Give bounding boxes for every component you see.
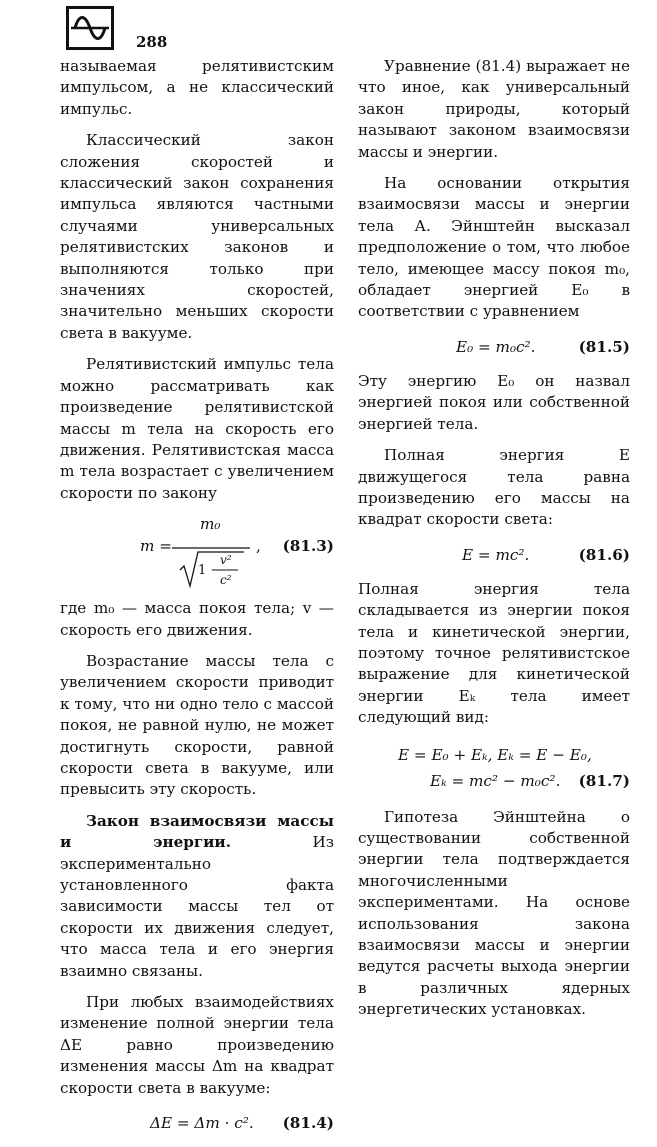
equation-number: (81.7)	[578, 771, 630, 790]
radical-denominator: c²	[220, 573, 232, 588]
eq-formula: ΔE = Δm · c².	[150, 1114, 254, 1133]
sine-wave-icon	[66, 6, 114, 50]
paragraph: Классический закон сложения скоростей и классический закон сохранения импульса являются частными случаями универсальных релятивистских законов и выполняются только при значениях скоростей, значительно меньших скорости света в вакууме.	[60, 131, 334, 342]
paragraph: При любых взаимодействиях изменение полной энергии тела ΔE равно произведению изменения массы Δm на квадрат скорости света в вакууме:	[60, 993, 334, 1097]
eq-formula: E = mc².	[462, 545, 530, 564]
eq-line-1: E = E₀ + Eₖ, Eₖ = E − E₀,	[398, 745, 592, 764]
equation-number: (81.5)	[578, 337, 630, 356]
paragraph: Гипотеза Эйнштейна о существовании собственной энергии тела подтверждается многочисленными экспериментами. На основе использования закона взаимосвязи массы и энергии ведутся расчеты выхода энергии в различных ядерных энергетических установках.	[358, 807, 630, 1019]
paragraph: Эту энергию E₀ он назвал энергией покоя или собственной энергией тела.	[358, 371, 630, 433]
paragraph: На основании открытия взаимосвязи массы и энергии тела А. Эйнштейн высказал предположение о том, что любое тело, имеющее массу покоя m₀, обладает энергией E₀ в соответствии с уравнением	[358, 174, 630, 321]
paragraph: называемая релятивистским импульсом, а не классический импульс.	[60, 57, 334, 118]
radical-one: 1 −	[198, 563, 222, 579]
equation-81-6	[358, 541, 630, 571]
section-heading: Закон взаимосвязи массы и энергии.	[60, 811, 334, 852]
eq-numerator: m₀	[200, 515, 221, 534]
equation-81-7	[358, 739, 630, 799]
equation-number: (81.6)	[578, 545, 630, 564]
equation-81-5	[358, 333, 630, 363]
equation-81-3	[60, 514, 334, 590]
paragraph: Релятивистский импульс тела можно рассматривать как произведение релятивистской массы m тела на скорость его движения. Релятивистская масса m тела возрастает с увеличением скорости по закону	[60, 355, 334, 502]
equation-81-4	[60, 1109, 334, 1139]
equation-number: (81.4)	[282, 1114, 334, 1133]
page-number: 288	[136, 33, 168, 51]
paragraph: Уравнение (81.4) выражает не что иное, как универсальный закон природы, который называют законом взаимосвязи массы и энергии.	[358, 57, 630, 161]
paragraph: Полная энергия тела складывается из энергии покоя тела и кинетической энергии, поэтому точное релятивистское выражение для кинетической энергии Eₖ тела имеет следующий вид:	[358, 579, 630, 727]
eq-line-2: Eₖ = mc² − m₀c².	[430, 771, 561, 790]
paragraph: где m₀ — масса покоя тела; v — скорость его движения.	[60, 599, 334, 639]
equation-number: (81.3)	[282, 537, 334, 556]
eq-lhs: m =	[140, 537, 172, 556]
relativistic-mass-formula	[140, 514, 290, 590]
paragraph-body: Из экспериментально установленного факта зависимости массы тел от скорости их движения следует, что масса тела и его энергия взаимно связаны.	[60, 833, 334, 980]
eq-comma: ,	[256, 537, 261, 556]
paragraph: Возрастание массы тела с увеличением скорости приводит к тому, что ни одно тело с массой покоя, не равной нулю, не может достигнуть скорости, равной скорости света в вакууме, или превысить эту скорость.	[60, 651, 334, 799]
paragraph: Полная энергия E движущегося тела равна произведению его массы на квадрат скорости света:	[358, 446, 630, 529]
eq-formula: E₀ = m₀c².	[456, 337, 536, 356]
left-column	[60, 56, 334, 1147]
right-column	[358, 56, 630, 1031]
radical-numerator: v²	[220, 553, 232, 568]
paragraph	[60, 811, 334, 982]
